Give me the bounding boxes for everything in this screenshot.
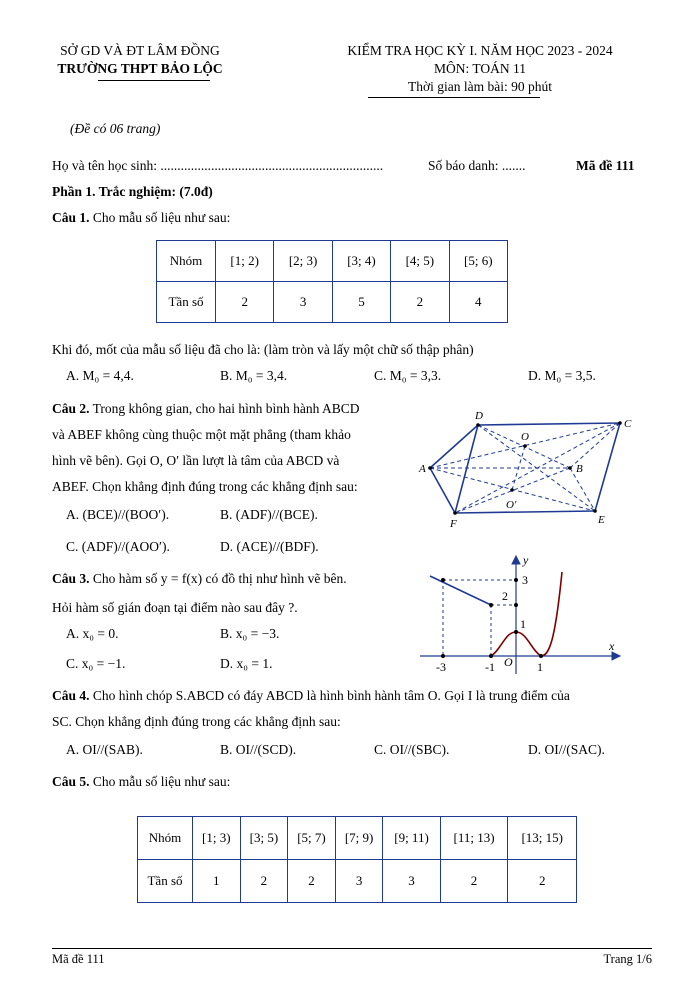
q3-label: Câu 3. <box>52 571 90 586</box>
footer-page: Trang 1/6 <box>603 952 652 966</box>
exam-subject: MÔN: TOÁN 11 <box>433 61 526 76</box>
q1-option-c: C. M₀ = 3,3. <box>374 368 442 383</box>
q3-line-1 <box>52 571 347 587</box>
q4-option-d: D. OI//(SAC). <box>528 742 605 757</box>
q2-label: Câu 2. <box>52 401 90 416</box>
q4-option-b: B. OI//(SCD). <box>220 742 297 757</box>
q5-header-cell: [1; 3) <box>193 817 241 860</box>
q5-stem <box>52 774 230 790</box>
q5-header-cell: Nhóm <box>138 817 193 860</box>
q3-option-c: C. x₀ = −1. <box>66 656 126 671</box>
q1-header-cell: Nhóm <box>157 241 216 282</box>
q5-cell: 2 <box>288 860 336 903</box>
q4-option-a: A. OI//(SAB). <box>66 742 143 757</box>
q1-row-label: Tần số <box>157 282 216 323</box>
q4-line-1 <box>52 688 570 704</box>
q5-header-cell: [13; 15) <box>508 817 577 860</box>
q2-line-1 <box>52 401 360 417</box>
q1-cell: 2 <box>391 282 449 323</box>
q5-cell: 2 <box>508 860 577 903</box>
graph-label-1: 1 <box>520 617 526 631</box>
q3-graph <box>415 552 625 678</box>
fig-label-f: F <box>450 518 457 530</box>
graph-label-x: x <box>609 639 615 653</box>
part1-title: Phần 1. Trắc nghiệm: (7.0đ) <box>52 184 213 199</box>
q1-option-a: A. M₀ = 4,4. <box>66 368 134 383</box>
q1-cell: 5 <box>332 282 390 323</box>
q2-figure <box>415 400 640 532</box>
q5-header-cell: [9; 11) <box>383 817 440 860</box>
fig-label-d: D <box>475 410 483 422</box>
fig-label-c: C <box>624 418 632 430</box>
dept-name: SỞ GD VÀ ĐT LÂM ĐỒNG <box>60 43 220 58</box>
fig-label-a: A <box>419 463 426 475</box>
q5-table <box>137 816 577 903</box>
footer-code: Mã đề 111 <box>52 952 105 966</box>
q1-cell: 3 <box>274 282 332 323</box>
school-underline <box>98 80 210 81</box>
q1-prompt: Khi đó, mốt của mẫu số liệu đã cho là: (làm tròn và lấy một chữ số thập phân) <box>52 342 474 357</box>
q1-stem <box>52 210 230 226</box>
q1-header-cell: [1; 2) <box>216 241 274 282</box>
q3-text-1: Cho hàm số y = f(x) có đồ thị như hình vẽ bên. <box>92 571 347 586</box>
q5-header-cell: [7; 9) <box>335 817 383 860</box>
q5-row-label: Tần số <box>138 860 193 903</box>
q2-text-1: Trong không gian, cho hai hình bình hành ABCD <box>92 401 360 416</box>
q1-header-cell: [4; 5) <box>391 241 449 282</box>
q2-line-2: và ABEF không cùng thuộc một mặt phẳng (tham khảo <box>52 427 351 442</box>
sbd-label: Số báo danh: ....... <box>428 158 526 173</box>
q4-option-c: C. OI//(SBC). <box>374 742 450 757</box>
footer-rule <box>52 948 652 949</box>
q1-header-cell: [3; 4) <box>332 241 390 282</box>
q3-line-2: Hỏi hàm số gián đoạn tại điểm nào sau đây ?. <box>52 600 298 615</box>
student-name-label: Họ và tên học sinh: .................................................................. <box>52 158 384 173</box>
q1-label: Câu 1. <box>52 210 90 225</box>
q3-option-a: A. x₀ = 0. <box>66 626 119 641</box>
q1-text: Cho mẫu số liệu như sau: <box>92 210 231 225</box>
graph-label-origin: O <box>504 655 513 669</box>
exam-code: Mã đề 111 <box>576 158 635 173</box>
q5-cell: 1 <box>193 860 241 903</box>
graph-label-neg3: -3 <box>436 660 446 674</box>
q1-header-cell: [2; 3) <box>274 241 332 282</box>
q2-option-a: A. (BCE)//(BOO′). <box>66 507 170 522</box>
q4-text-1: Cho hình chóp S.ABCD có đáy ABCD là hình bình hành tâm O. Gọi I là trung điểm của <box>92 688 570 703</box>
graph-label-y: y <box>523 553 529 567</box>
pages-note: (Đề có 06 trang) <box>70 121 161 136</box>
q5-cell: 2 <box>440 860 508 903</box>
q1-header-cell: [5; 6) <box>449 241 507 282</box>
q1-cell: 2 <box>216 282 274 323</box>
q2-option-c: C. (ADF)//(AOO′). <box>66 539 170 554</box>
q1-table <box>156 240 508 323</box>
q2-option-d: D. (ACE)//(BDF). <box>220 539 319 554</box>
fig-label-o: O <box>521 431 529 443</box>
q5-cell: 3 <box>335 860 383 903</box>
exam-duration: Thời gian làm bài: 90 phút <box>408 79 552 94</box>
graph-label-neg1: -1 <box>485 660 495 674</box>
q4-label: Câu 4. <box>52 688 90 703</box>
q5-header-cell: [5; 7) <box>288 817 336 860</box>
q4-line-2: SC. Chọn khẳng định đúng trong các khẳng định sau: <box>52 714 341 729</box>
q5-cell: 2 <box>240 860 288 903</box>
exam-title: KIỂM TRA HỌC KỲ I. NĂM HỌC 2023 - 2024 <box>347 43 613 58</box>
q1-cell: 4 <box>449 282 507 323</box>
q5-label: Câu 5. <box>52 774 90 789</box>
q1-option-d: D. M₀ = 3,5. <box>528 368 596 383</box>
q3-option-d: D. x₀ = 1. <box>220 656 273 671</box>
q1-option-b: B. M₀ = 3,4. <box>220 368 288 383</box>
q5-header-cell: [11; 13) <box>440 817 508 860</box>
q2-option-b: B. (ADF)//(BCE). <box>220 507 318 522</box>
fig-label-b: B <box>576 463 583 475</box>
graph-label-pos1: 1 <box>537 660 543 674</box>
graph-label-3: 3 <box>522 573 528 587</box>
graph-label-2: 2 <box>502 589 508 603</box>
fig-label-o-prime: O′ <box>506 499 517 511</box>
q2-line-3: hình vẽ bên). Gọi O, O′ lần lượt là tâm của ABCD và <box>52 453 340 468</box>
q3-option-b: B. x₀ = −3. <box>220 626 280 641</box>
fig-label-e: E <box>598 514 605 526</box>
q5-cell: 3 <box>383 860 440 903</box>
q5-header-cell: [3; 5) <box>240 817 288 860</box>
q2-line-4: ABEF. Chọn khẳng định đúng trong các khẳng định sau: <box>52 479 358 494</box>
duration-underline <box>368 97 540 98</box>
school-name: TRƯỜNG THPT BẢO LỘC <box>57 61 223 76</box>
q5-text: Cho mẫu số liệu như sau: <box>92 774 231 789</box>
